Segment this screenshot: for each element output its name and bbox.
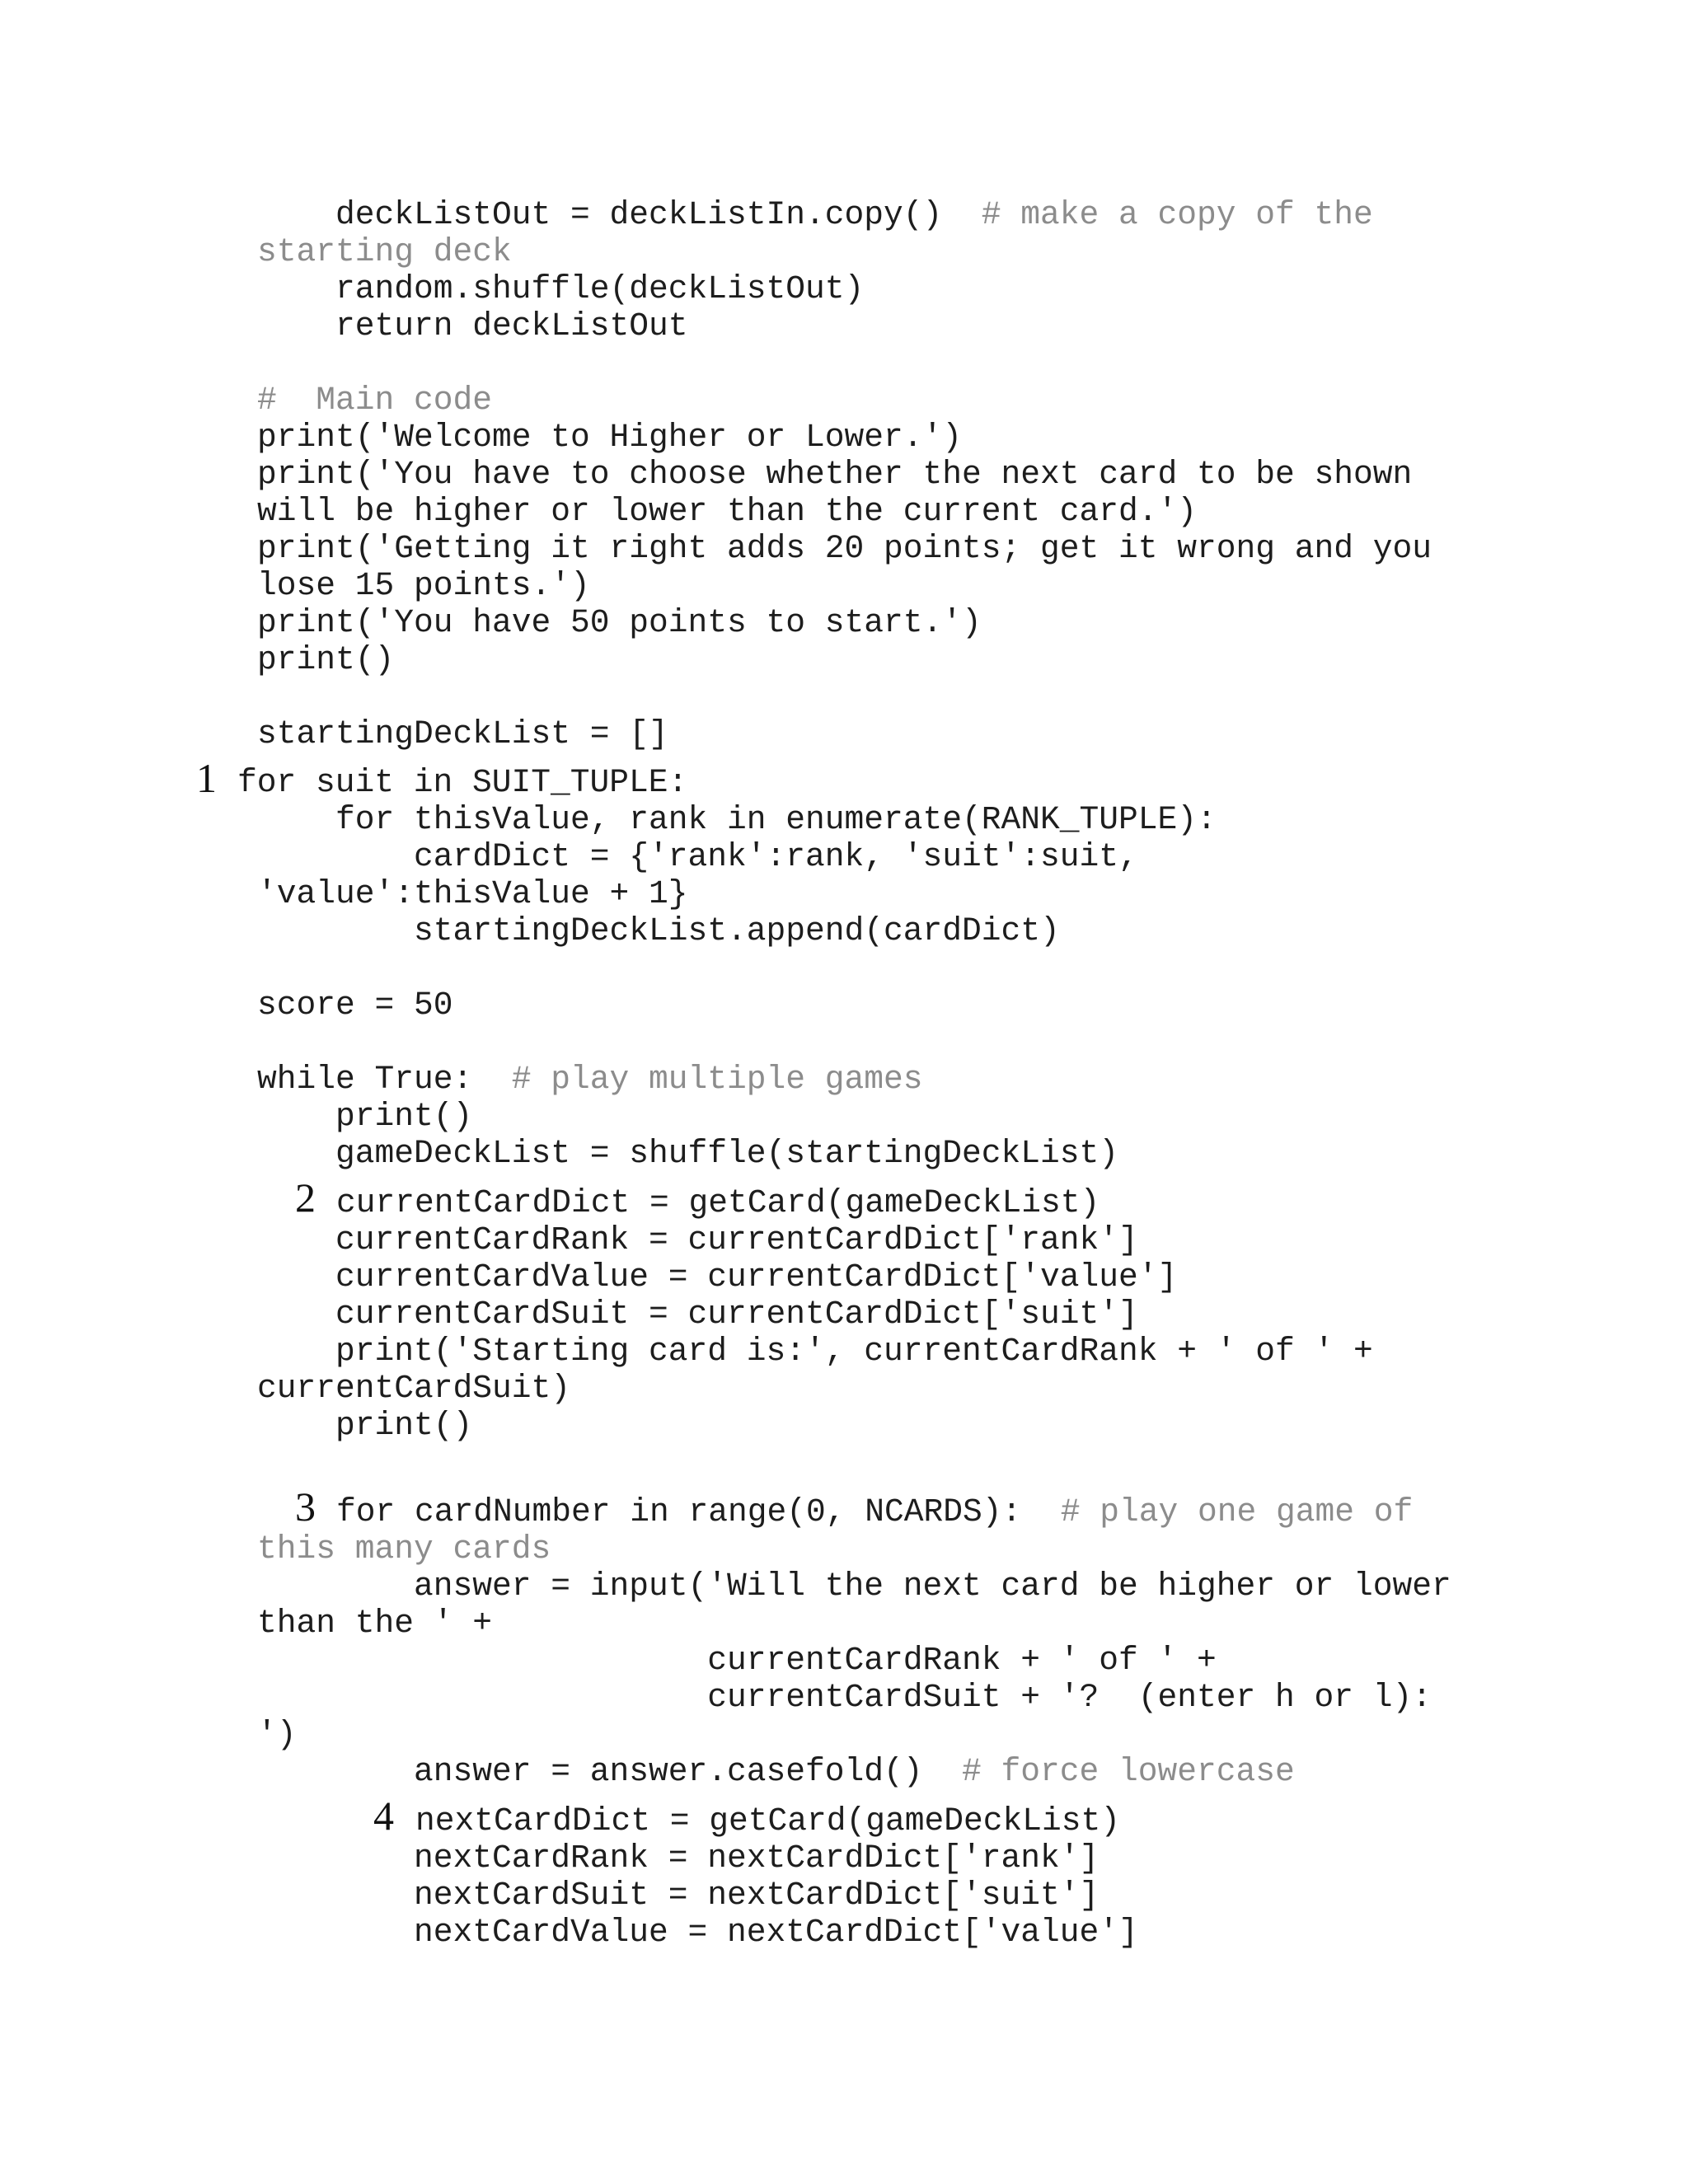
code-text: startingDeckList = [] bbox=[257, 715, 668, 752]
code-line bbox=[257, 456, 1412, 493]
code-comment: # Main code bbox=[257, 382, 493, 419]
code-text: currentCardRank + ' of ' + bbox=[257, 1642, 1217, 1679]
code-line bbox=[415, 1802, 1120, 1840]
code-line bbox=[257, 1061, 923, 1098]
margin-marker: 3 bbox=[295, 1483, 316, 1530]
code-text: currentCardSuit + '? (enter h or l): bbox=[257, 1679, 1432, 1716]
code-comment: # force lowercase bbox=[962, 1753, 1295, 1790]
margin-marker: 4 bbox=[373, 1793, 394, 1839]
code-text: nextCardRank = nextCardDict['rank'] bbox=[257, 1840, 1100, 1877]
margin-marker: 1 bbox=[196, 755, 217, 801]
code-text: print() bbox=[257, 641, 395, 678]
code-line bbox=[257, 233, 512, 270]
code-line bbox=[257, 838, 1138, 875]
code-line bbox=[257, 493, 1197, 530]
code-line bbox=[257, 307, 688, 344]
code-line bbox=[257, 1605, 492, 1642]
code-comment: starting deck bbox=[257, 233, 512, 270]
code-text: answer = answer.casefold() bbox=[257, 1753, 963, 1790]
code-text: print() bbox=[257, 1407, 473, 1444]
code-text: while True: bbox=[257, 1061, 512, 1098]
margin-marker: 2 bbox=[295, 1174, 316, 1221]
code-text: print('You have to choose whether the next card to be shown bbox=[257, 456, 1413, 493]
code-text: answer = input('Will the next card be higher or lower bbox=[257, 1568, 1451, 1605]
code-text: currentCardValue = currentCardDict['value'] bbox=[257, 1258, 1178, 1296]
code-line bbox=[257, 912, 1060, 949]
code-text: nextCardValue = nextCardDict['value'] bbox=[257, 1914, 1138, 1951]
code-text: print() bbox=[257, 1098, 473, 1135]
code-text: for suit in SUIT_TUPLE: bbox=[237, 764, 688, 801]
code-text: print('Welcome to Higher or Lower.') bbox=[257, 419, 963, 456]
code-comment: # make a copy of the bbox=[981, 196, 1373, 233]
code-line bbox=[257, 1679, 1432, 1716]
code-text: 'value':thisValue + 1} bbox=[257, 875, 688, 912]
code-text: score = 50 bbox=[257, 987, 453, 1024]
code-line bbox=[257, 604, 982, 641]
code-text: print('Starting card is:', currentCardRank + ' of ' + bbox=[257, 1333, 1373, 1370]
code-text: currentCardDict = getCard(gameDeckList) bbox=[336, 1184, 1100, 1221]
code-line bbox=[257, 196, 1373, 233]
code-line bbox=[336, 1493, 1413, 1530]
code-text: for cardNumber in range(0, NCARDS): bbox=[336, 1493, 1061, 1530]
code-text: currentCardSuit = currentCardDict['suit'] bbox=[257, 1296, 1138, 1333]
code-text: for thisValue, rank in enumerate(RANK_TUPLE): bbox=[257, 801, 1217, 838]
code-line bbox=[237, 764, 687, 801]
code-text: random.shuffle(deckListOut) bbox=[257, 270, 865, 307]
code-text: currentCardRank = currentCardDict['rank'] bbox=[257, 1221, 1138, 1258]
code-line bbox=[257, 875, 688, 912]
code-line bbox=[257, 270, 864, 307]
code-text: return deckListOut bbox=[257, 307, 688, 344]
code-comment: # play one game of bbox=[1060, 1493, 1414, 1530]
code-line bbox=[257, 1098, 472, 1135]
code-line bbox=[257, 1407, 472, 1444]
code-text: nextCardSuit = nextCardDict['suit'] bbox=[257, 1877, 1100, 1914]
code-text: nextCardDict = getCard(gameDeckList) bbox=[415, 1802, 1121, 1840]
code-text: ') bbox=[257, 1716, 297, 1753]
code-line bbox=[257, 987, 453, 1024]
code-comment: # play multiple games bbox=[511, 1061, 923, 1098]
code-line bbox=[257, 1568, 1451, 1605]
code-line bbox=[257, 1135, 1118, 1172]
code-line bbox=[257, 1296, 1138, 1333]
code-text: startingDeckList.append(cardDict) bbox=[257, 912, 1060, 949]
code-line bbox=[257, 1333, 1373, 1370]
code-line bbox=[257, 1258, 1177, 1296]
code-text: deckListOut = deckListIn.copy() bbox=[257, 196, 982, 233]
code-line bbox=[257, 801, 1217, 838]
code-line bbox=[257, 715, 668, 752]
code-line bbox=[257, 419, 962, 456]
code-text: will be higher or lower than the current card.') bbox=[257, 493, 1198, 530]
code-line bbox=[257, 382, 492, 419]
code-line bbox=[257, 1877, 1099, 1914]
code-comment: this many cards bbox=[257, 1530, 551, 1568]
code-text: than the ' + bbox=[257, 1605, 493, 1642]
code-line bbox=[257, 1370, 570, 1407]
code-text: print('Getting it right adds 20 points; get it wrong and you bbox=[257, 530, 1432, 567]
code-text: currentCardSuit) bbox=[257, 1370, 571, 1407]
code-line bbox=[257, 641, 394, 678]
code-text: cardDict = {'rank':rank, 'suit':suit, bbox=[257, 838, 1138, 875]
code-line bbox=[257, 1642, 1217, 1679]
code-line bbox=[257, 1530, 551, 1568]
code-line bbox=[257, 1840, 1099, 1877]
code-text: lose 15 points.') bbox=[257, 567, 590, 604]
code-text: gameDeckList = shuffle(startingDeckList) bbox=[257, 1135, 1119, 1172]
code-line bbox=[257, 567, 590, 604]
code-line bbox=[257, 1914, 1138, 1951]
code-line bbox=[257, 1753, 1295, 1790]
code-line bbox=[257, 1221, 1138, 1258]
code-line bbox=[336, 1184, 1100, 1221]
code-line bbox=[257, 530, 1432, 567]
code-line bbox=[257, 1716, 297, 1753]
code-text: print('You have 50 points to start.') bbox=[257, 604, 982, 641]
